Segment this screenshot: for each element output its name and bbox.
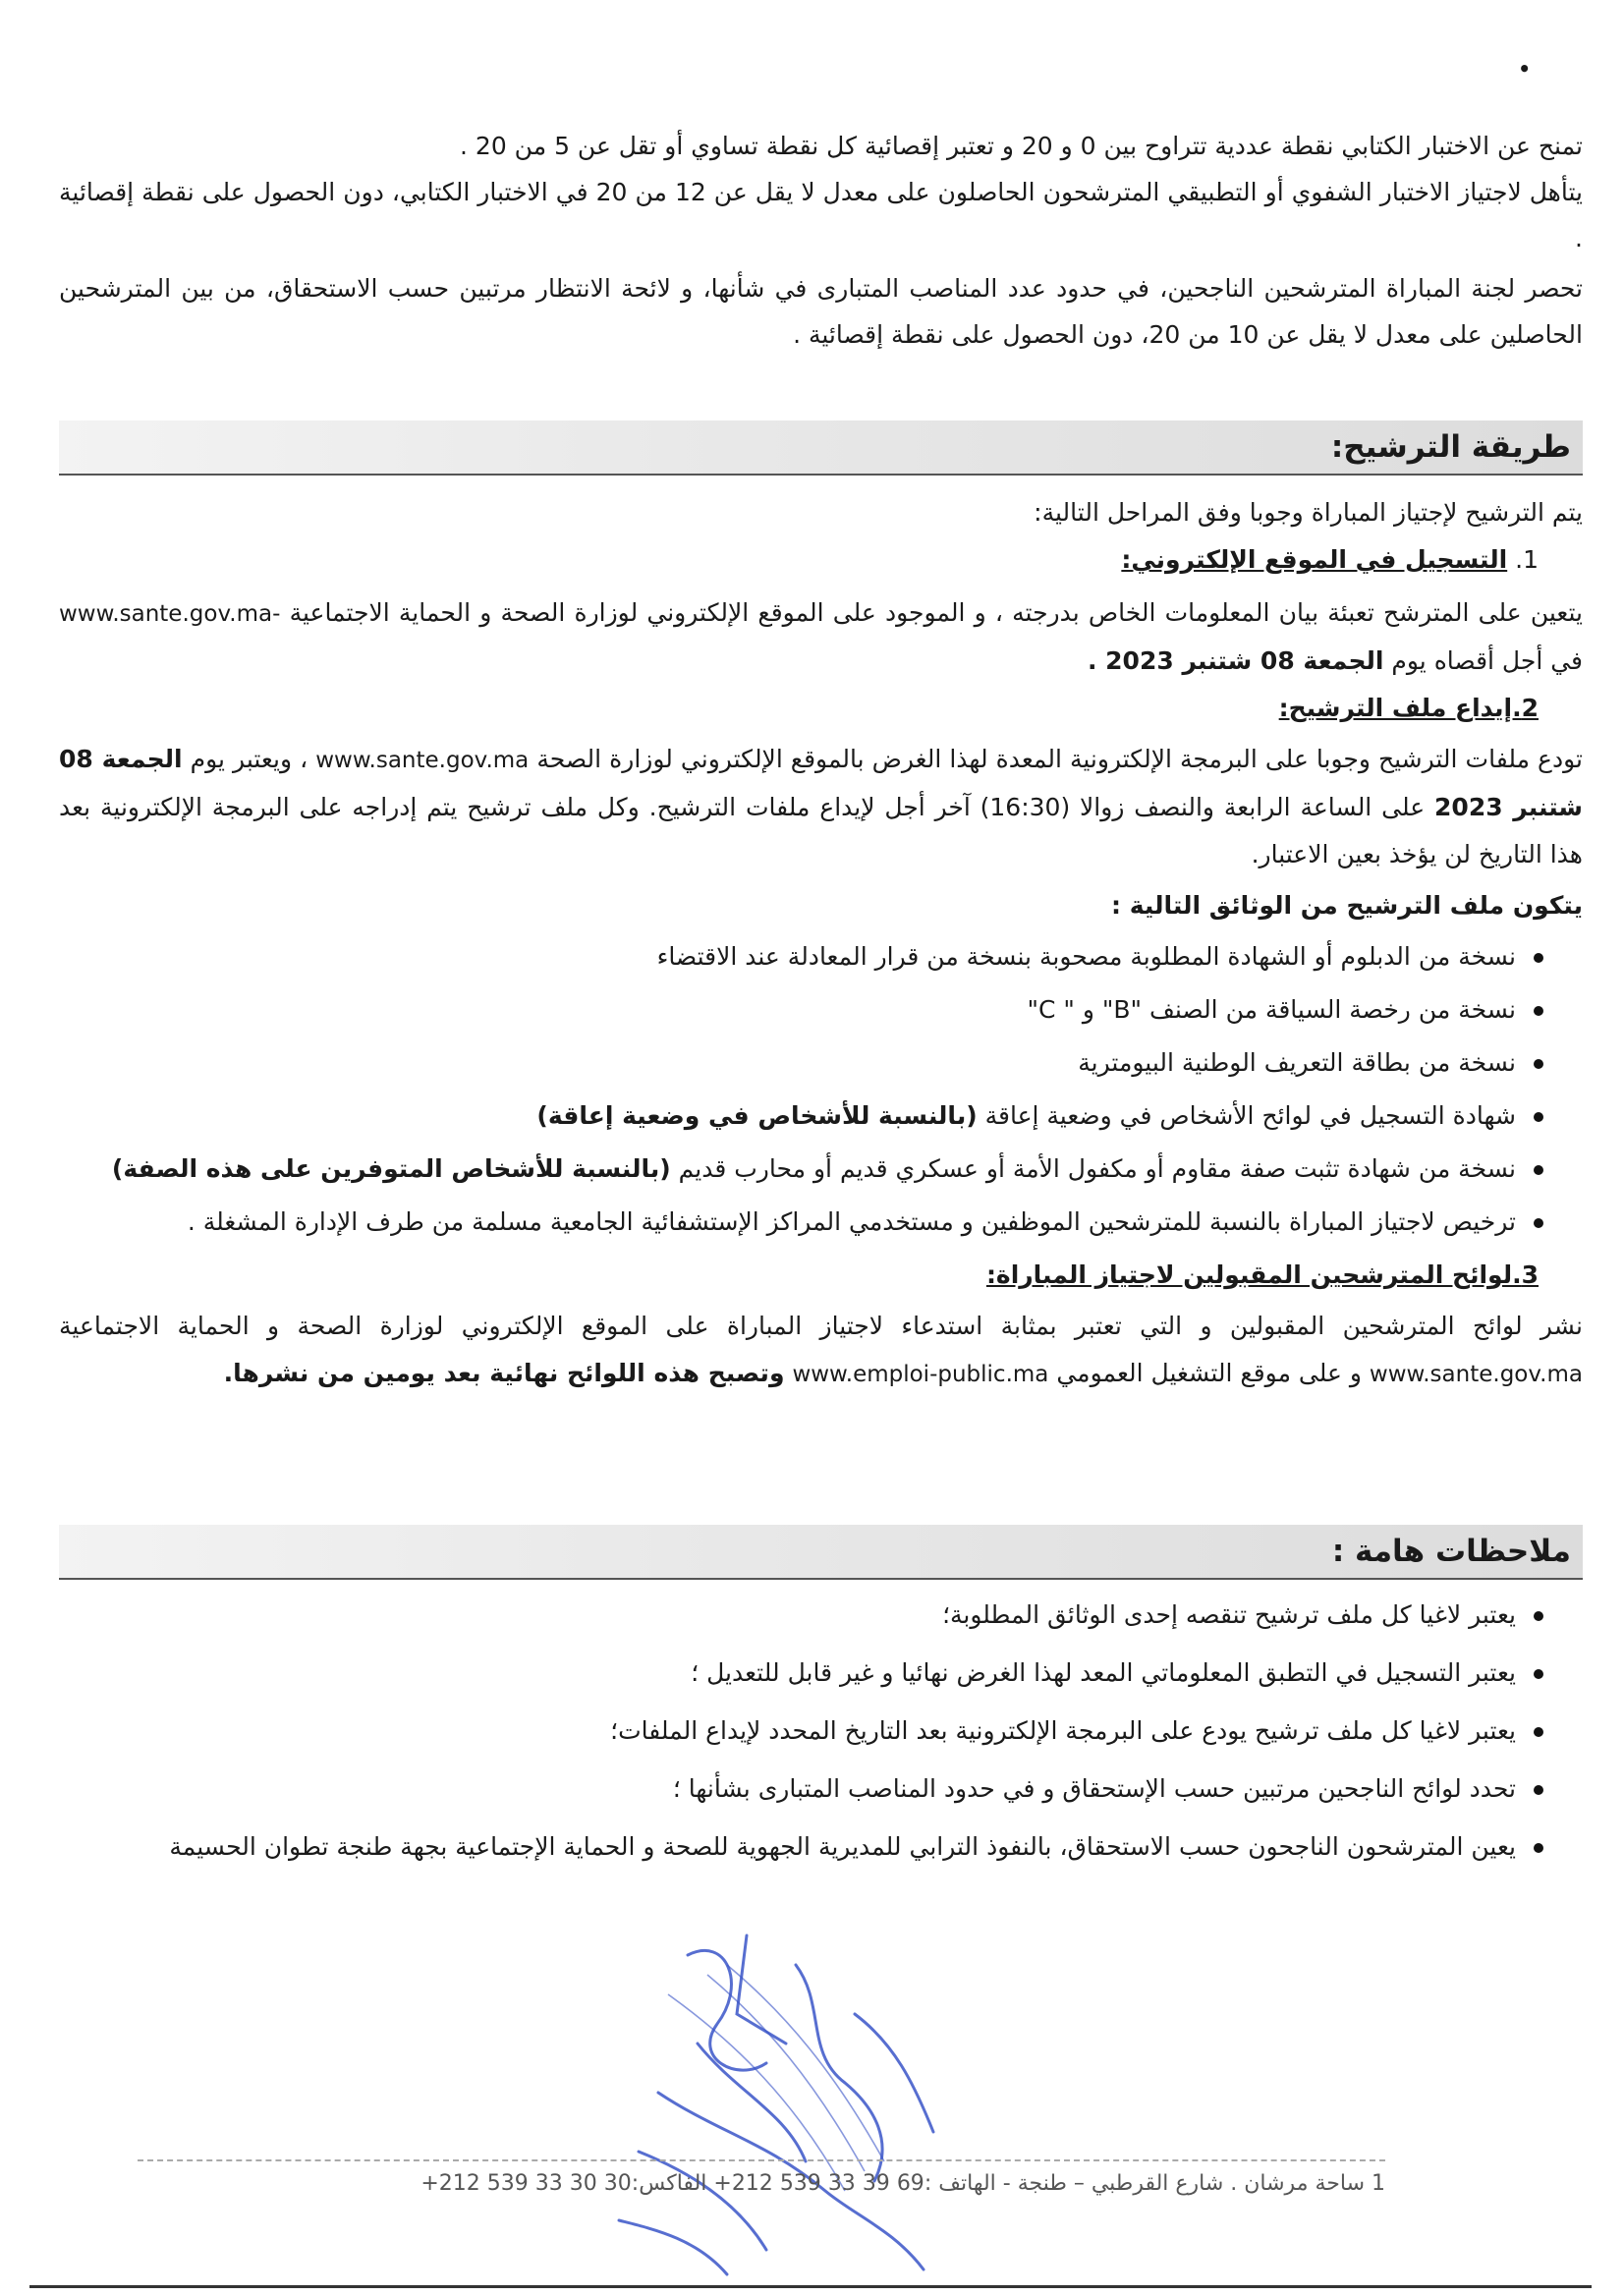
step2-deadline: الجمعة 08 شتنبر 2023 [59,745,1583,821]
step3-url-emploi: www.emploi-public.ma [792,1362,1049,1387]
step3-text-a: نشر لوائح المترشحين المقبولين و التي تعتبر بمثابة استدعاء لاجتياز المباراة على الموقع الإلكتروني لوزارة الصحة و الحماية الاجتماعية [59,1312,1583,1340]
step1-heading [59,536,1583,584]
docs-list-item: نسخة من الدبلوم أو الشهادة المطلوبة مصحوبة بنسخة من قرار المعادلة عند الاقتضاء [59,933,1583,980]
scoring-paragraph-3: تحصر لجنة المباراة المترشحين الناجحين، في حدود عدد المناصب المتبارى في شأنها، و لائحة الانتظار مرتبين حسب الاستحقاق، من بين المترشحين الحاصلين على معدل لا يقل عن 10 من 20، دون الحصول على نقطة إقصائية . [59,274,1583,349]
step3-heading [59,1252,1583,1299]
scoring-section [59,123,1583,358]
step1-deadline: الجمعة 08 شتنبر 2023 . [1087,646,1384,675]
notes-list-item: يعين المترشحون الناجحون حسب الاستحقاق، بالنفوذ الترابي للمديرية الجهوية للصحة و الحماية الإجتماعية بجهة طنجة تطوان الحسيمة [59,1823,1583,1871]
step2-text-b: ، ويعتبر يوم [190,745,308,773]
footer-address: 1 ساحة مرشان . شارع القرطبي – طنجة - الهاتف :69 39 33 539 212+ الفاكس:30 30 33 539 212+ [420,2171,1385,2196]
step1-paragraph [59,589,1583,685]
step1-text-b: في أجل أقصاه يوم [1391,646,1583,675]
notes-list-item: تحدد لوائح الناجحين مرتبين حسب الإستحقاق و في حدود المناصب المتبارى بشأنها ؛ [59,1765,1583,1813]
scoring-paragraph-2: يتأهل لاجتياز الاختبار الشفوي أو التطبيقي المترشحون الحاصلون على معدل لا يقل عن 12 من 20 في الاختبار الكتابي، دون الحصول على نقطة إقصائية . [59,178,1583,252]
scoring-paragraph-1: تمنح عن الاختبار الكتابي نقطة عددية تتراوح بين 0 و 20 و تعتبر إقصائية كل نقطة تساوي أو تقل عن 5 من 20 . [460,132,1583,160]
step3-url-sante: www.sante.gov.ma [1369,1362,1583,1387]
notes-section [59,1592,1583,1881]
step1-text-a: يتعين على المترشح تعبئة بيان المعلومات الخاص بدرجته ، و الموجود على الموقع الإلكتروني لوزارة الصحة و الحماية الاجتماعية [289,598,1583,627]
notes-list-item: يعتبر لاغيا كل ملف ترشيح تنقصه إحدى الوثائق المطلوبة؛ [59,1592,1583,1639]
step1-title: التسجيل في الموقع الإلكتروني: [1121,545,1508,574]
step1-number: 1. [1515,545,1539,574]
step1-url: www.sante.gov.ma- [59,601,281,627]
method-section [59,489,1583,1398]
section-heading-method [59,420,1583,476]
notes-list-item: يعتبر لاغيا كل ملف ترشيح يودع على البرمجة الإلكترونية بعد التاريخ المحدد لإيداع الملفات؛ [59,1708,1583,1755]
step3-paragraph [59,1303,1583,1398]
notes-list-item: يعتبر التسجيل في التطبق المعلوماتي المعد لهذا الغرض نهائيا و غير قابل للتعديل ؛ [59,1650,1583,1697]
docs-heading: يتكون ملف الترشيح من الوثائق التالية : [1111,891,1583,920]
docs-list-item: نسخة من شهادة تثبت صفة مقاوم أو مكفول الأمة أو عسكري قديم أو محارب قديم (بالنسبة للأشخاص المتوفرين على هذه الصفة) [59,1146,1583,1193]
docs-list-item: شهادة التسجيل في لوائح الأشخاص في وضعية إعاقة (بالنسبة للأشخاص في وضعية إعاقة) [59,1092,1583,1140]
step2-paragraph [59,736,1583,878]
footer-divider [138,2159,1385,2161]
page-bottom-border [29,2285,1592,2288]
docs-list-item: ترخيص لاجتياز المباراة بالنسبة للمترشحين الموظفين و مستخدمي المراكز الإستشفائية الجامعية مسلمة من طرف الإدارة المشغلة . [59,1199,1583,1246]
step2-url: www.sante.gov.ma [315,748,530,773]
docs-list [59,933,1583,1246]
corner-mark: • [1518,57,1531,81]
step3-text-b: و على موقع التشغيل العمومي [1056,1359,1362,1387]
step2-heading [59,685,1583,732]
method-intro: يتم الترشيح لإجتياز المباراة وجوبا وفق المراحل التالية: [1034,498,1583,527]
section-heading-notes-label: ملاحظات هامة : [1331,1534,1571,1569]
step3-title: 3.لوائح المترشحين المقبولين لاجتياز المباراة: [985,1260,1539,1289]
section-heading-method-label: طريقة الترشيح: [1330,429,1571,465]
step2-text-c: على الساعة الرابعة والنصف زوالا (16:30) آخر أجل لإيداع ملفات الترشيح. وكل ملف ترشيح يتم إدراجه على البرمجة الإلكترونية بعد هذا التاريخ لن يؤخذ بعين الاعتبار. [59,793,1583,868]
notes-list [59,1592,1583,1871]
docs-list-item: نسخة من بطاقة التعريف الوطنية البيومترية [59,1039,1583,1087]
step3-final-note: وتصبح هذه اللوائح نهائية بعد يومين من نشرها. [223,1359,785,1387]
signature-stamp [599,1896,1012,2279]
step2-title: 2.إيداع ملف الترشيح: [1278,694,1539,722]
section-heading-notes [59,1525,1583,1580]
step2-text-a: تودع ملفات الترشيح وجوبا على البرمجة الإلكترونية المعدة لهذا الغرض بالموقع الإلكتروني لوزارة الصحة [536,745,1583,773]
docs-list-item: نسخة من رخصة السياقة من الصنف "B" و " C" [59,986,1583,1034]
